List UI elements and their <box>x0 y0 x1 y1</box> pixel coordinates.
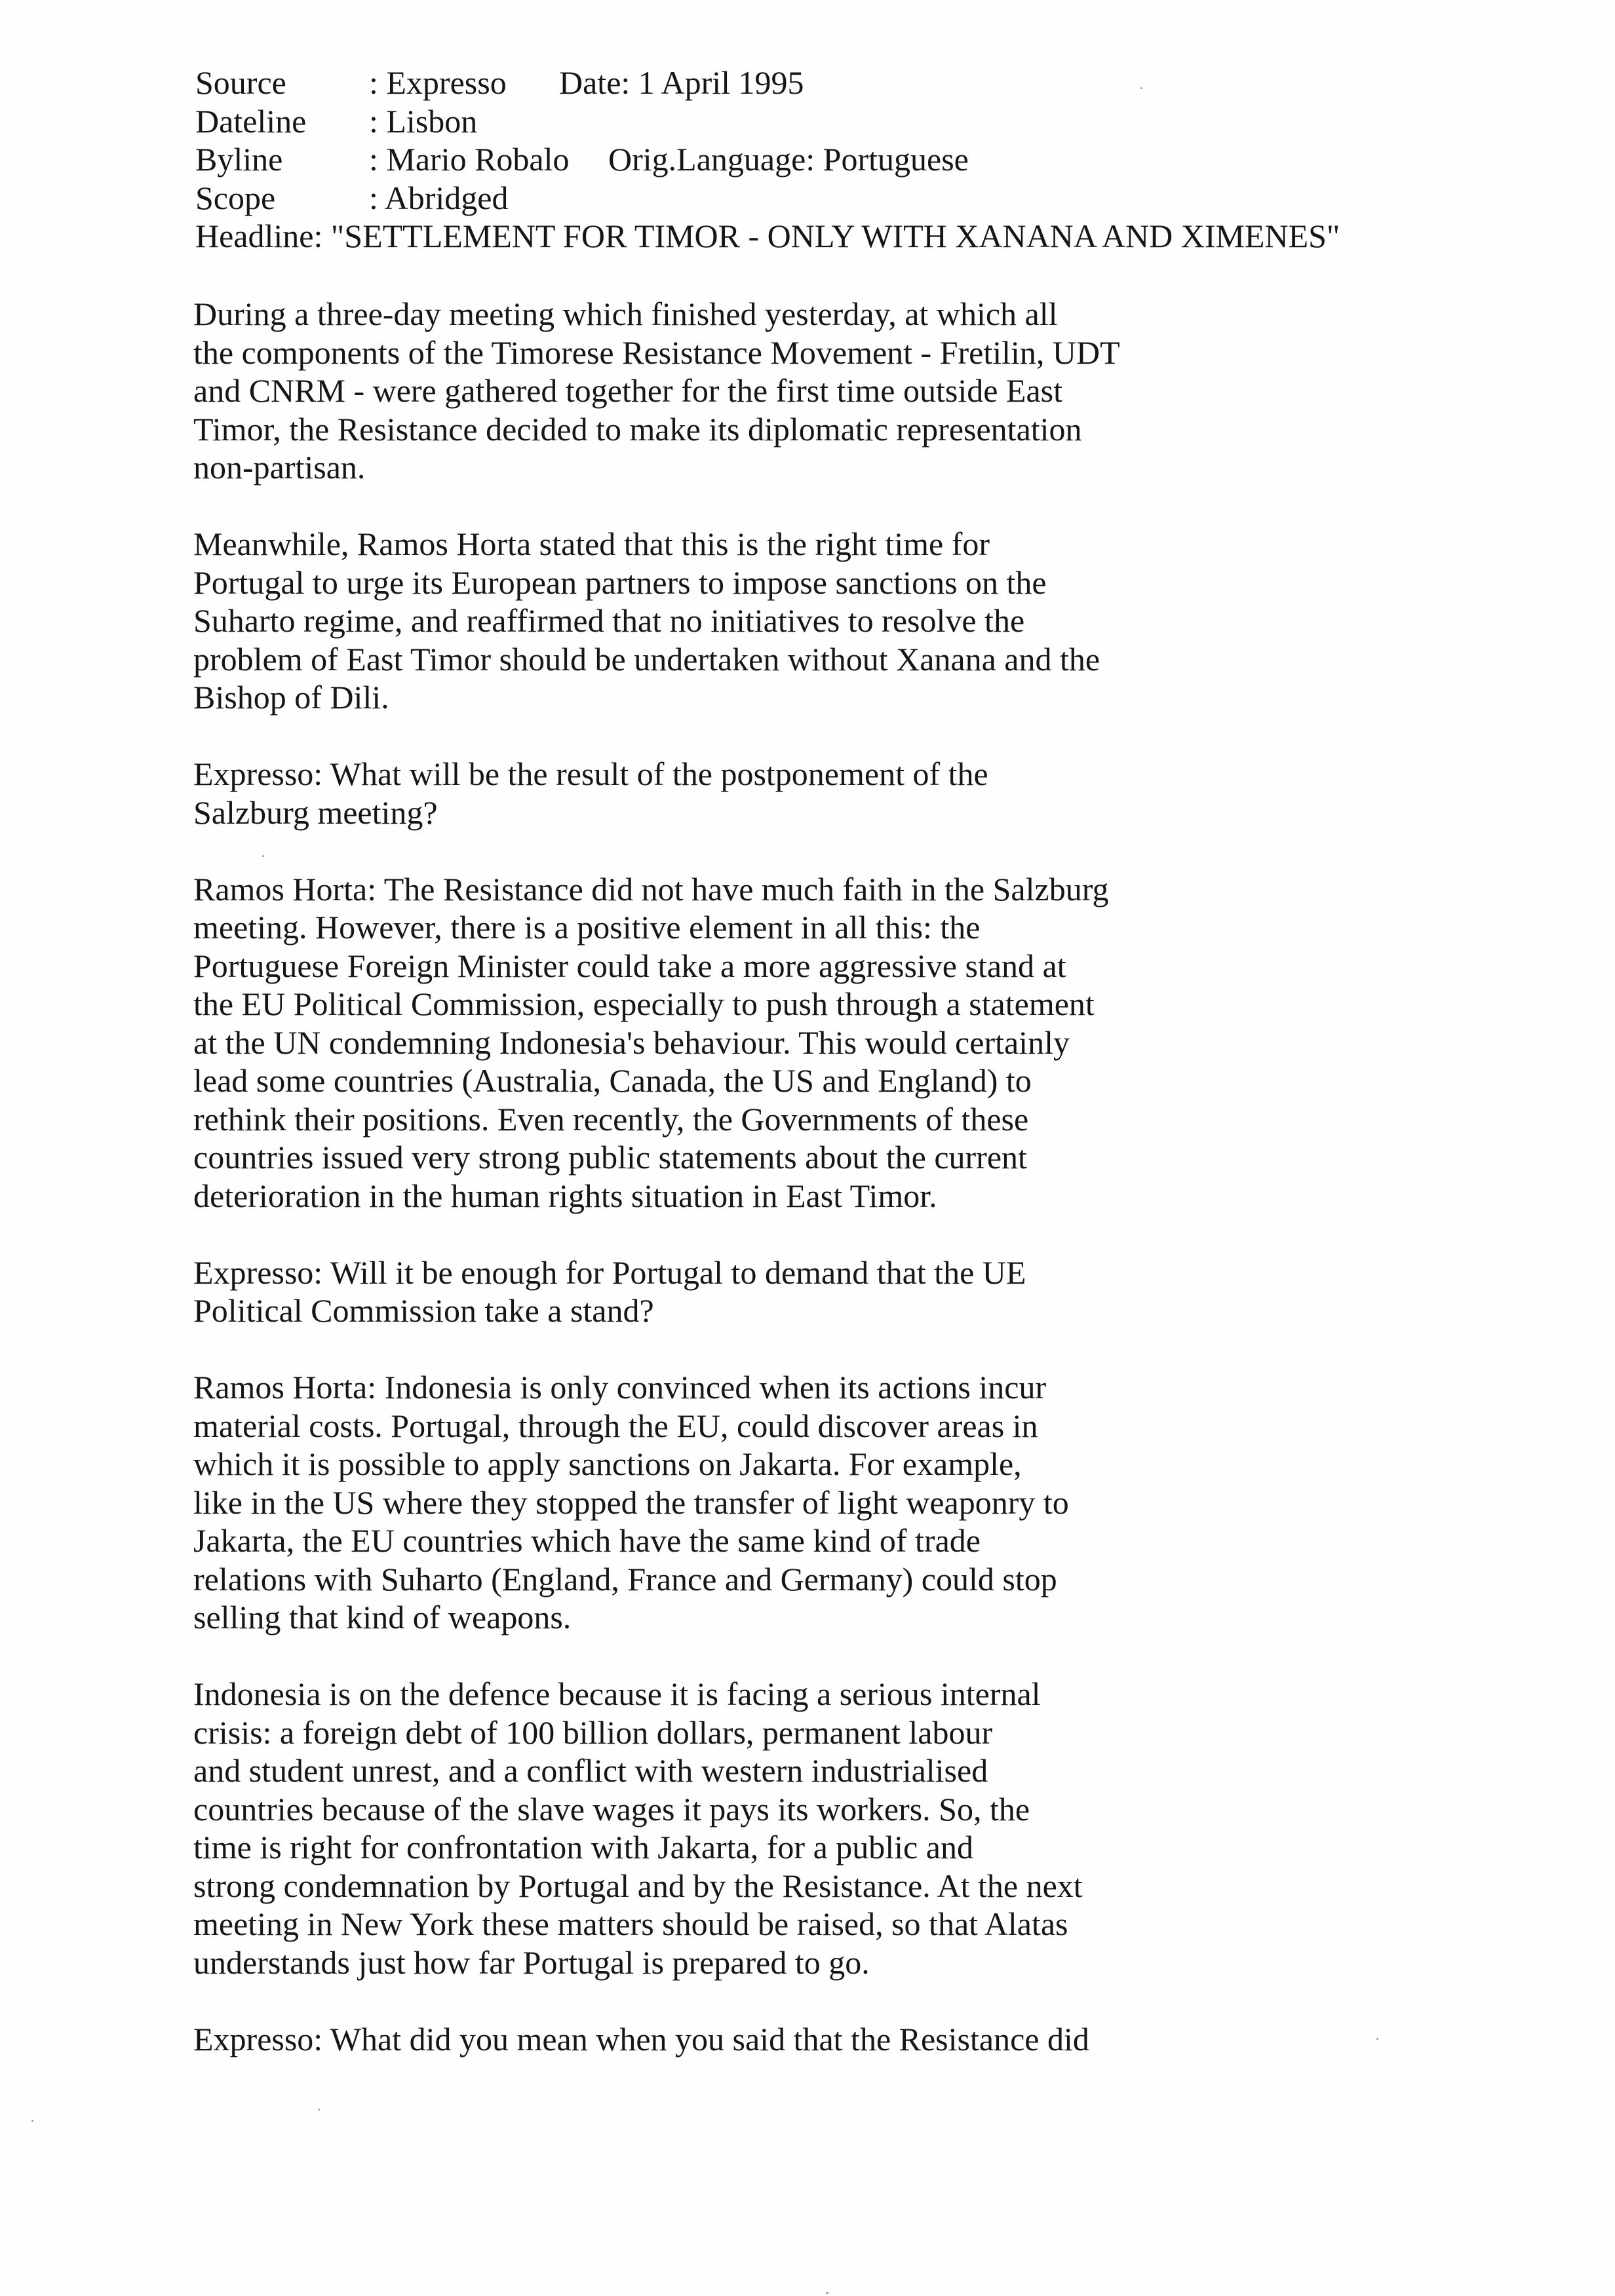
question-salzburg: Expresso: What will be the result of the postponement of the Salzburg meeting? <box>193 756 988 831</box>
byline-value: : Mario Robalo <box>369 141 570 178</box>
date-text: Date: 1 April 1995 <box>559 64 804 101</box>
scan-speck <box>31 2120 33 2122</box>
scan-speck <box>1140 87 1142 89</box>
scope-row <box>195 179 1340 218</box>
question-resistance: Expresso: What did you mean when you said that the Resistance did <box>193 2020 1089 2057</box>
byline-label: Byline <box>195 141 283 178</box>
article-metadata <box>195 64 1340 256</box>
scan-speck <box>826 2292 828 2294</box>
source-value: : Expresso <box>369 64 507 101</box>
scan-speck <box>1376 2038 1378 2040</box>
scope-label: Scope <box>195 179 276 216</box>
answer-salzburg: Ramos Horta: The Resistance did not have much faith in the Salzburg meeting. However, there is a positive element in all this: the Portuguese Foreign Minister could take a more aggressive stand at the EU Political Commission, especially to push through a statement at the UN condemning Indonesia's behaviour. This would certainly lead some countries (Australia, Canada, the US and England) to rethink their positions. Even recently, the Governments of these countries issued very strong public statements about the current deterioration in the human rights situation in East Timor. <box>193 870 1109 1214</box>
orig-language-text: Orig.Language: Portuguese <box>608 141 969 178</box>
headline: Headline: "SETTLEMENT FOR TIMOR - ONLY WITH XANANA AND XIMENES" <box>195 218 1340 254</box>
scope-value: : Abridged <box>369 179 509 216</box>
dateline-row <box>195 102 1340 141</box>
paragraph-intro: During a three-day meeting which finished yesterday, at which all the components of the Timorese Resistance Movement - Fretilin, UDT and CNRM - were gathered together for the first time outside East Timor, the Resistance decided to make its diplomatic representation non-partisan. <box>193 296 1120 486</box>
source-label: Source <box>195 64 286 101</box>
dateline-label: Dateline <box>195 102 307 140</box>
source-row <box>195 64 1340 102</box>
scan-speck <box>262 855 264 857</box>
paragraph-indonesia-crisis: Indonesia is on the defence because it is facing a serious internal crisis: a foreign debt of 100 billion dollars, permanent labour and student unrest, and a conflict with western industrialised countries because of the slave wages it pays its workers. So, the time is right for confrontation with Jakarta, for a public and strong condemnation by Portugal and by the Resistance. At the next meeting in New York these matters should be raised, so that Alatas understands just how far Portugal is prepared to go. <box>193 1675 1083 1981</box>
question-political-commission: Expresso: Will it be enough for Portugal to demand that the UE Political Commission take a stand? <box>193 1253 1026 1329</box>
paragraph-horta-statement: Meanwhile, Ramos Horta stated that this is the right time for Portugal to urge its European partners to impose sanctions on the Suharto regime, and reaffirmed that no initiatives to resolve the problem of East Timor should be undertaken without Xanana and the Bishop of Dili. <box>193 526 1100 716</box>
scan-speck <box>318 2109 320 2111</box>
byline-row <box>195 140 1340 179</box>
dateline-value: : Lisbon <box>369 102 478 140</box>
answer-sanctions: Ramos Horta: Indonesia is only convinced when its actions incur material costs. Portugal, through the EU, could discover areas in which it is possible to apply sanctions on Jakarta. For example, like in the US where they stopped the transfer of light weaponry to Jakarta, the EU countries which have the same kind of trade relations with Suharto (England, France and Germany) could stop selling that kind of weapons. <box>193 1369 1069 1636</box>
article-body <box>193 295 1439 2097</box>
